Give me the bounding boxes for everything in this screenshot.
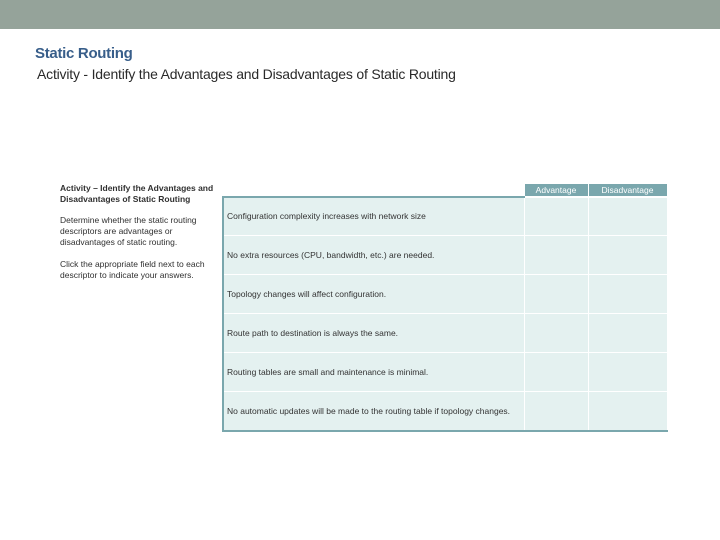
descriptor-cell: Topology changes will affect configuration. [223, 275, 524, 314]
disadvantage-answer-cell[interactable] [588, 314, 667, 353]
descriptor-cell: Routing tables are small and maintenance is minimal. [223, 353, 524, 392]
top-bar [0, 0, 720, 29]
slide-subtitle: Activity - Identify the Advantages and Disadvantages of Static Routing [37, 66, 456, 82]
table-row [223, 314, 667, 353]
advantage-answer-cell[interactable] [524, 236, 588, 275]
activity-instructions [60, 183, 225, 292]
advantage-answer-cell[interactable] [524, 314, 588, 353]
activity-table [222, 183, 668, 432]
descriptor-cell: No extra resources (CPU, bandwidth, etc.) are needed. [223, 236, 524, 275]
table-row [223, 275, 667, 314]
instructions-heading: Activity – Identify the Advantages and Disadvantages of Static Routing [60, 183, 214, 204]
table-row [223, 353, 667, 392]
table-header-row [223, 184, 667, 197]
disadvantage-answer-cell[interactable] [588, 275, 667, 314]
descriptor-cell: Route path to destination is always the same. [223, 314, 524, 353]
advantage-answer-cell[interactable] [524, 353, 588, 392]
disadvantage-answer-cell[interactable] [588, 236, 667, 275]
column-header-advantage: Advantage [524, 184, 588, 197]
disadvantage-answer-cell[interactable] [588, 353, 667, 392]
descriptor-cell: No automatic updates will be made to the routing table if topology changes. [223, 392, 524, 431]
descriptor-cell: Configuration complexity increases with network size [223, 197, 524, 236]
disadvantage-answer-cell[interactable] [588, 392, 667, 431]
advantage-answer-cell[interactable] [524, 392, 588, 431]
table-row [223, 392, 667, 431]
disadvantage-answer-cell[interactable] [588, 197, 667, 236]
slide-title: Static Routing [35, 45, 133, 62]
header-blank-cell [223, 184, 524, 197]
instructions-paragraph-1: Determine whether the static routing descriptors are advantages or disadvantages of static routing. [60, 215, 197, 247]
column-header-disadvantage: Disadvantage [588, 184, 667, 197]
instructions-paragraph-2: Click the appropriate field next to each descriptor to indicate your answers. [60, 259, 205, 280]
table-row [223, 197, 667, 236]
advantage-answer-cell[interactable] [524, 197, 588, 236]
table-row [223, 236, 667, 275]
advantage-answer-cell[interactable] [524, 275, 588, 314]
